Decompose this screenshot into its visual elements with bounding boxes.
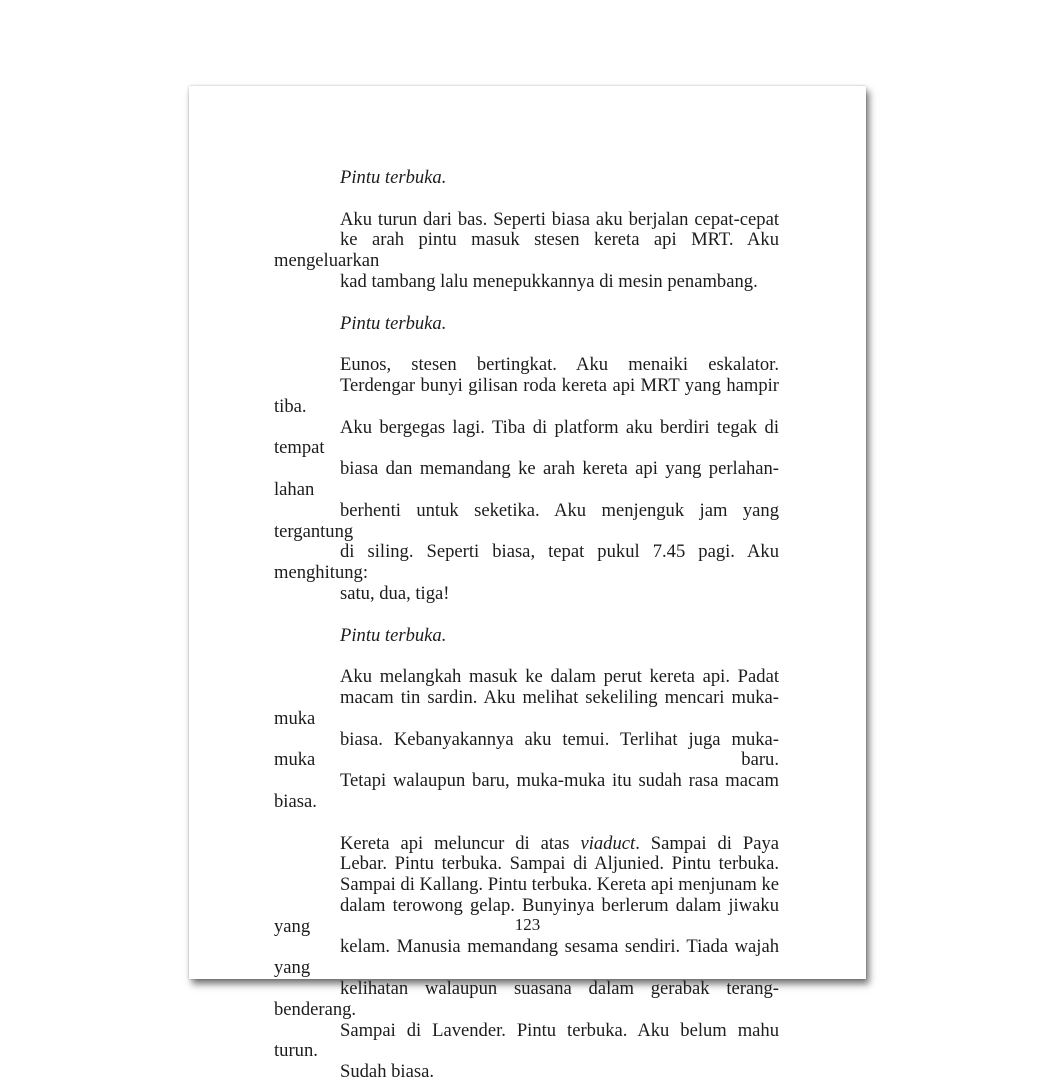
book-page	[189, 86, 866, 979]
paragraph	[274, 667, 779, 813]
page-text	[274, 168, 779, 1083]
paragraph	[274, 210, 779, 293]
text-line: biasa. Kebanyakannya aku temui. Terlihat juga muka-muka baru.	[274, 730, 779, 772]
text-line: Aku turun dari bas. Seperti biasa aku berjalan cepat-cepat	[274, 210, 779, 231]
text-line: Sudah biasa.	[274, 1062, 779, 1083]
text-line: kad tambang lalu menepukkannya di mesin penambang.	[274, 272, 779, 293]
text-segment: . Sampai di Paya	[635, 833, 779, 854]
text-line: Terdengar bunyi gilisan roda kereta api MRT yang hampir tiba.	[274, 376, 779, 418]
text-line: Aku melangkah masuk ke dalam perut kereta api. Padat	[274, 667, 779, 688]
text-segment: Kereta api meluncur di atas	[340, 833, 580, 854]
italic-term: viaduct	[580, 833, 635, 854]
text-line: Aku bergegas lagi. Tiba di platform aku berdiri tegak di tempat	[274, 418, 779, 460]
text-line: kelihatan walaupun suasana dalam gerabak terang-benderang.	[274, 979, 779, 1021]
text-line: macam tin sardin. Aku melihat sekeliling mencari muka-muka	[274, 688, 779, 730]
text-line: Sampai di Kallang. Pintu terbuka. Kereta api menjunam ke	[274, 875, 779, 896]
text-line: dalam terowong gelap. Bunyinya berlerum dalam jiwaku yang	[274, 896, 779, 938]
section-heading: Pintu terbuka.	[274, 626, 779, 647]
text-line	[274, 834, 779, 855]
text-line: Sampai di Lavender. Pintu terbuka. Aku belum mahu turun.	[274, 1021, 779, 1063]
text-line: Eunos, stesen bertingkat. Aku menaiki eskalator.	[274, 355, 779, 376]
text-line: Lebar. Pintu terbuka. Sampai di Aljunied. Pintu terbuka.	[274, 854, 779, 875]
text-line: berhenti untuk seketika. Aku menjenguk jam yang tergantung	[274, 501, 779, 543]
text-line: ke arah pintu masuk stesen kereta api MRT. Aku mengeluarkan	[274, 230, 779, 272]
paragraph	[274, 834, 779, 1083]
text-line: di siling. Seperti biasa, tepat pukul 7.45 pagi. Aku menghitung:	[274, 542, 779, 584]
paragraph	[274, 355, 779, 605]
text-line: Tetapi walaupun baru, muka-muka itu sudah rasa macam biasa.	[274, 771, 779, 813]
text-line: kelam. Manusia memandang sesama sendiri. Tiada wajah yang	[274, 937, 779, 979]
text-line: satu, dua, tiga!	[274, 584, 779, 605]
page-number: 123	[189, 915, 866, 935]
text-line: biasa dan memandang ke arah kereta api yang perlahan-lahan	[274, 459, 779, 501]
section-heading: Pintu terbuka.	[274, 168, 779, 189]
section-heading: Pintu terbuka.	[274, 314, 779, 335]
